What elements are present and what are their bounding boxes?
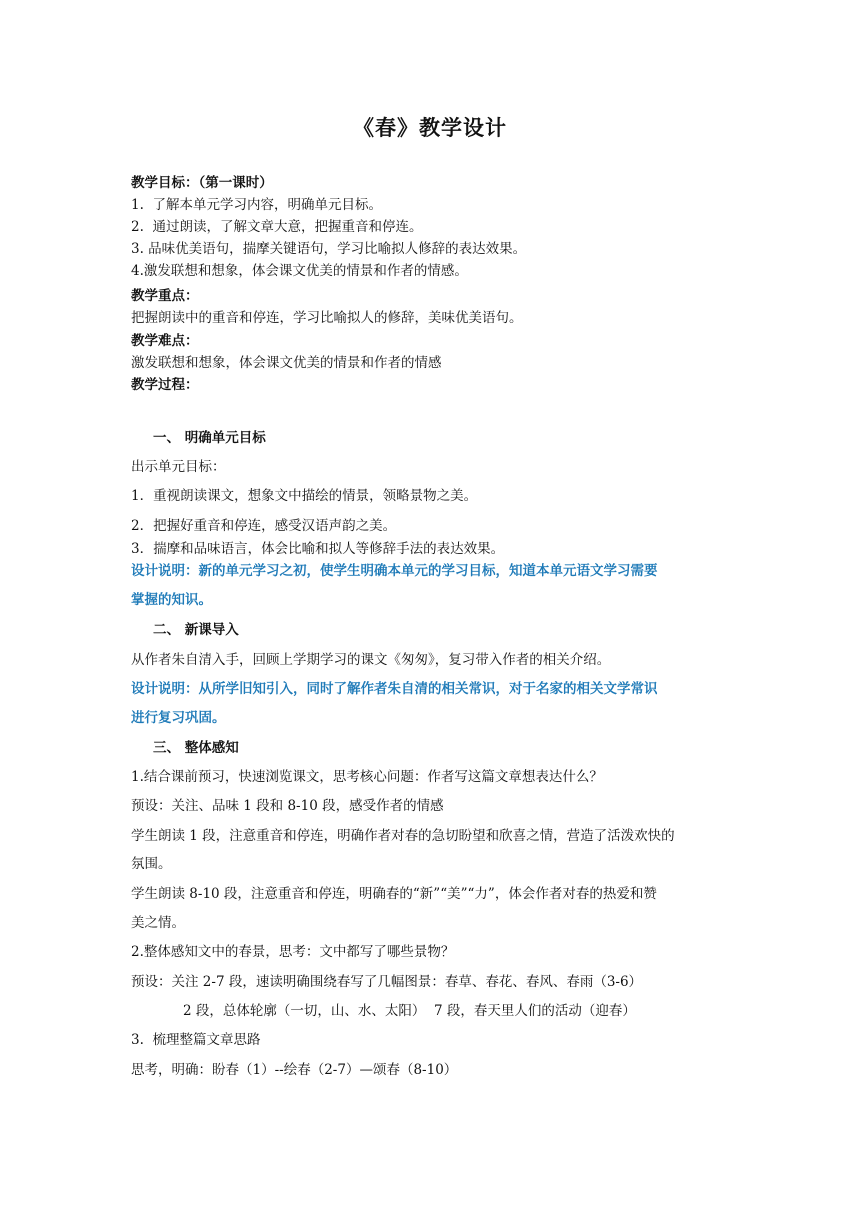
- section3-line: 氛围。: [131, 856, 172, 872]
- difficulty-text: 激发联想和想象，体会课文优美的情景和作者的情感: [131, 355, 442, 371]
- section1-heading: 一、 明确单元目标: [153, 430, 266, 446]
- section1-item: 3．揣摩和品味语言，体会比喻和拟人等修辞手法的表达效果。: [131, 541, 505, 557]
- section3-line: 预设：关注、品味 1 段和 8-10 段，感受作者的情感: [131, 798, 444, 814]
- key-heading: 教学重点：: [131, 288, 199, 304]
- page-title: 《春》教学设计: [353, 116, 507, 140]
- section3-heading: 三、 整体感知: [153, 740, 239, 756]
- section1-design-note: 设计说明：新的单元学习之初，使学生明确本单元的学习目标，知道本单元语文学习需要: [131, 563, 658, 579]
- section3-line: 1.结合课前预习，快速浏览课文，思考核心问题：作者写这篇文章想表达什么？: [131, 769, 603, 785]
- section3-line: 2.整体感知文中的春景，思考：文中都写了哪些景物？: [131, 944, 455, 960]
- section2-design-note: 设计说明：从所学旧知引入，同时了解作者朱自清的相关常识，对于名家的相关文学常识: [131, 681, 658, 697]
- objectives-heading: 教学目标：（第一课时）: [131, 175, 273, 191]
- objective-item: 3. 品味优美语句，揣摩关键语句，学习比喻拟人修辞的表达效果。: [131, 241, 527, 257]
- section3-line: 思考，明确：盼春（1）--绘春（2-7）—颂春（8-10）: [131, 1062, 458, 1078]
- key-text: 把握朗读中的重音和停连，学习比喻拟人的修辞，美味优美语句。: [131, 310, 523, 326]
- section2-design-note-cont: 进行复习巩固。: [131, 710, 226, 726]
- difficulty-heading: 教学难点：: [131, 333, 199, 349]
- section3-line: 2 段，总体轮廓（一切，山、水、太阳） 7 段，春天里人们的活动（迎春）: [183, 1003, 636, 1019]
- objective-item: 2. 通过朗读，了解文章大意，把握重音和停连。: [131, 219, 423, 235]
- section1-item: 1．重视朗读课文，想象文中描绘的情景，领略景物之美。: [131, 488, 478, 504]
- objective-item: 4.激发联想和想象，体会课文优美的情景和作者的情感。: [131, 263, 468, 279]
- section1-item: 2．把握好重音和停连，感受汉语声韵之美。: [131, 518, 397, 534]
- section1-design-note-cont: 掌握的知识。: [131, 592, 212, 608]
- process-heading: 教学过程：: [131, 377, 199, 393]
- section3-line: 学生朗读 1 段，注意重音和停连，明确作者对春的急切盼望和欣喜之情，营造了活泼欢快的: [131, 828, 675, 844]
- section3-line: 学生朗读 8-10 段，注意重音和停连，明确春的“新”“美”“力”，体会作者对春的热爱和赞: [131, 886, 657, 902]
- section3-line: 美之情。: [131, 915, 185, 931]
- section3-line: 预设：关注 2-7 段，速读明确围绕春写了几幅图景：春草、春花、春风、春雨（3-6）: [131, 974, 643, 990]
- objective-item: 1. 了解本单元学习内容，明确单元目标。: [131, 197, 382, 213]
- section2-text: 从作者朱自清入手，回顾上学期学习的课文《匆匆》，复习带入作者的相关介绍。: [131, 652, 611, 668]
- section1-intro: 出示单元目标：: [131, 459, 226, 475]
- section3-line: 3. 梳理整篇文章思路: [131, 1032, 261, 1048]
- section2-heading: 二、 新课导入: [153, 622, 239, 638]
